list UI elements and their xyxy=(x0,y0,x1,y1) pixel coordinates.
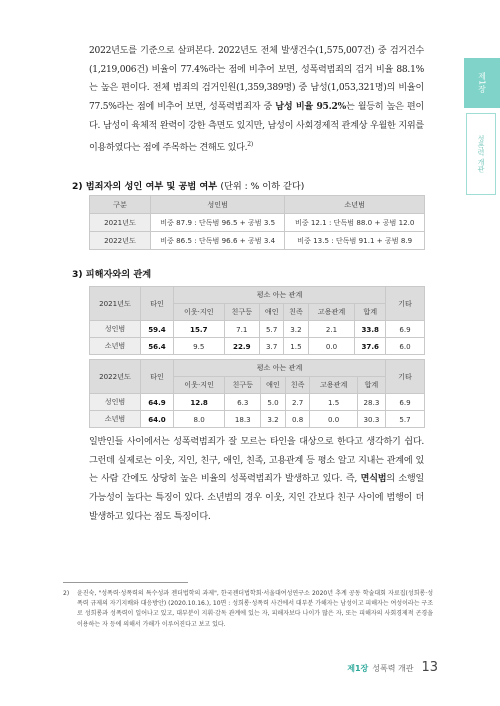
table-subheader: 애인 xyxy=(260,304,284,321)
relation-paragraph xyxy=(89,433,424,527)
table-subheader: 이웃·지인 xyxy=(174,377,225,394)
table-cell: 3.2 xyxy=(261,411,286,428)
table-cell: 7.1 xyxy=(224,321,260,338)
table-cell: 비중 86.5 : 단독범 96.6 + 공범 3.4 xyxy=(151,232,285,250)
table-row xyxy=(90,338,425,355)
table-subheader: 친구등 xyxy=(224,304,260,321)
table-cell: 비중 13.5 : 단독범 91.1 + 공범 8.9 xyxy=(285,232,425,250)
table-cell: 0.0 xyxy=(308,338,355,355)
relation-bold: 면식범 xyxy=(360,473,387,485)
table-cell: 64.0 xyxy=(141,411,174,428)
footer-chapter: 제1장 xyxy=(347,664,369,673)
table-cell: 5.7 xyxy=(386,411,425,428)
table-cell: 2.7 xyxy=(285,394,310,411)
row-label: 2021년도 xyxy=(90,214,151,232)
table-header: 기타 xyxy=(386,287,425,321)
table-subheader: 친족 xyxy=(284,304,308,321)
table-header: 성인범 xyxy=(151,196,285,214)
table-row xyxy=(90,394,425,411)
table-cell: 3.2 xyxy=(284,321,308,338)
row-label: 소년범 xyxy=(90,411,141,428)
table-subheader: 애인 xyxy=(261,377,286,394)
intro-paragraph xyxy=(89,42,424,157)
table-header: 소년범 xyxy=(285,196,425,214)
side-chapter-tab xyxy=(464,58,500,228)
table-cell: 8.0 xyxy=(174,411,225,428)
adult-juvenile-table xyxy=(89,195,425,250)
footnote-text: 윤진숙, "성폭력·성폭력의 특수성과 젠더법학의 과제", 한국젠더법학회·서울대여성연구소 2020년 추계 공동 학술대회 자료집(성희롱·성폭력 규제의 자기지배와 대응방안) (2020.10.16.), 10면 : 성희롱·성폭력 사건에서 대부분 가해자는 남성이고 피해자는 여성이라는 구조로 성희롱과 성폭력이 일어나고 있고, 대부분이 지휘·감독 관계에 있는 자, 피해자보다 나이가 많은 자, 또는 피해자의 사회경제적 곤경을 이용하는 자 등에 의해서 가해가 이루어진다고 보고 있다. xyxy=(77,590,433,628)
row-label: 2022년도 xyxy=(90,232,151,250)
row-label: 소년범 xyxy=(90,338,141,355)
table-row xyxy=(90,232,425,250)
table-cell: 비중 12.1 : 단독범 88.0 + 공범 12.0 xyxy=(285,214,425,232)
table-cell: 30.3 xyxy=(357,411,385,428)
relation-table-2022 xyxy=(89,359,425,428)
side-chapter-label: 제1장 xyxy=(464,58,500,108)
table-subheader: 합계 xyxy=(357,377,385,394)
table-row xyxy=(90,321,425,338)
table-row xyxy=(90,214,425,232)
table-row xyxy=(90,411,425,428)
table-header: 기타 xyxy=(386,360,425,394)
table-cell: 22.9 xyxy=(224,338,260,355)
table-cell: 6.9 xyxy=(386,394,425,411)
table-cell: 56.4 xyxy=(141,338,174,355)
table-cell: 28.3 xyxy=(357,394,385,411)
table-header: 평소 아는 관계 xyxy=(174,287,386,304)
table-cell: 33.8 xyxy=(355,321,386,338)
table-subheader: 합계 xyxy=(355,304,386,321)
relation-table-2021 xyxy=(89,286,425,355)
table-subheader: 고용관계 xyxy=(310,377,357,394)
table-cell: 2.1 xyxy=(308,321,355,338)
table-cell: 1.5 xyxy=(284,338,308,355)
page-number: 13 xyxy=(421,660,438,675)
footer-title: 성폭력 개관 xyxy=(372,664,414,673)
table-cell: 1.5 xyxy=(310,394,357,411)
section-3-heading: 3) 피해자와의 관계 xyxy=(72,269,152,280)
relation-text: 일반인들 사이에서는 성폭력범죄가 잘 모르는 타인을 대상으로 한다고 생각하기 쉽다. 그런데 실제로는 이웃, 지인, 친구, 애인, 친족, 고용관계 등 평소 알고 지내는 관계에 있는 사람 간에도 상당히 높은 비율의 성폭력범죄가 발생하고 있다. 즉, xyxy=(89,437,424,485)
table-cell: 5.7 xyxy=(260,321,284,338)
intro-bold: 남성 비율 95.2% xyxy=(275,101,346,113)
table-cell: 5.0 xyxy=(261,394,286,411)
table-cell: 3.7 xyxy=(260,338,284,355)
table-header: 2022년도 xyxy=(90,360,141,394)
table-subheader: 고용관계 xyxy=(308,304,355,321)
section-2-unit: (단위 : % 이하 같다) xyxy=(220,181,305,192)
table-header: 2021년도 xyxy=(90,287,141,321)
table-cell: 6.3 xyxy=(225,394,261,411)
table-cell: 59.4 xyxy=(141,321,174,338)
footnote-divider xyxy=(63,582,188,583)
table-cell: 9.5 xyxy=(174,338,225,355)
table-header: 평소 아는 관계 xyxy=(174,360,386,377)
table-header: 타인 xyxy=(141,360,174,394)
footnote xyxy=(63,589,433,630)
table-header: 타인 xyxy=(141,287,174,321)
table-cell: 6.0 xyxy=(386,338,425,355)
row-label: 성인범 xyxy=(90,321,141,338)
table-cell: 비중 87.9 : 단독범 96.5 + 공범 3.5 xyxy=(151,214,285,232)
footnote-ref: 2) xyxy=(247,140,253,148)
section-2-heading xyxy=(72,178,304,192)
table-cell: 0.8 xyxy=(285,411,310,428)
table-cell: 18.3 xyxy=(225,411,261,428)
table-cell: 15.7 xyxy=(174,321,225,338)
intro-text-2: 는 월등히 높은 편이다. 남성이 육체적 완력이 강한 측면도 있지만, 남성이 사회경제적 관계상 우월한 지위를 이용하였다는 점에 주목하는 견해도 있다. xyxy=(89,102,424,153)
section-2-title: 2) 범죄자의 성인 여부 및 공범 여부 xyxy=(72,181,218,192)
page-footer xyxy=(347,660,438,675)
table-cell: 6.9 xyxy=(386,321,425,338)
relation-text-2: 의 소행일 가능성이 높다는 특징이 있다. 소년범의 경우 이웃, 지인 간보다 친구 사이에 범행이 더 발생하고 있다는 점도 특징이다. xyxy=(89,474,424,522)
footnote-number: 2) xyxy=(63,590,70,597)
intro-text: 2022년도를 기준으로 살펴본다. 2022년도 전체 발생건수(1,575,007건) 중 검거건수(1,219,006건) 비율이 77.4%라는 점에 비추어 보면, 성폭력범죄의 검거 비율 88.1%는 높은 편이다. 전체 범죄의 검거인원(1,359,389명) 중 남성(1,053,321명)의 비율이 77.5%라는 점에 비추어 보면, 성폭력범죄자 중 xyxy=(89,46,424,113)
table-subheader: 이웃·지인 xyxy=(174,304,225,321)
table-cell: 64.9 xyxy=(141,394,174,411)
table-cell: 37.6 xyxy=(355,338,386,355)
table-cell: 12.8 xyxy=(174,394,225,411)
table-subheader: 친구등 xyxy=(225,377,261,394)
table-header: 구분 xyxy=(90,196,151,214)
table-cell: 0.0 xyxy=(310,411,357,428)
table-subheader: 친족 xyxy=(285,377,310,394)
row-label: 성인범 xyxy=(90,394,141,411)
side-chapter-title: 성폭력 개관 xyxy=(466,113,496,195)
